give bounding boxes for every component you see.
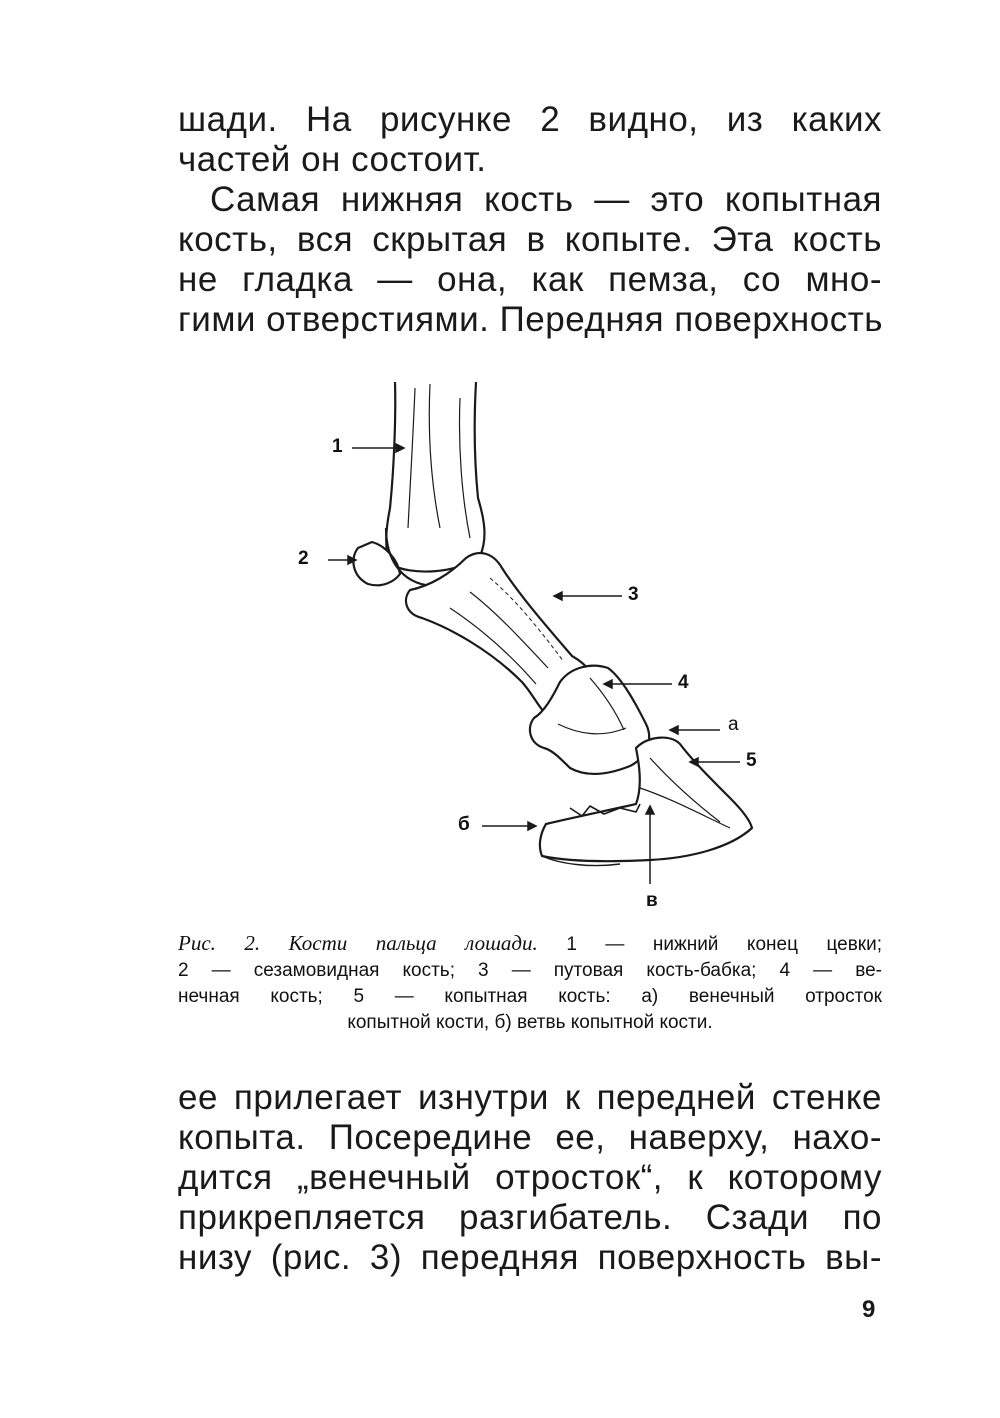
horse-toe-bones-figure	[290, 378, 790, 918]
text-line: дится „венечный отросток“, к которому	[178, 1158, 882, 1197]
page-number: 9	[862, 1296, 876, 1323]
figure-label-v: в	[646, 890, 658, 911]
figure-caption	[178, 930, 882, 1036]
text-line: не гладка — она, как пемза, со мно-	[178, 260, 882, 299]
top-paragraph	[178, 100, 882, 340]
text-line: копыта. Посередине ее, наверху, нахо-	[178, 1118, 882, 1157]
caption-line: 2 — сезамовидная кость; 3 — путовая кость-бабка; 4 — ве-	[178, 960, 882, 981]
bottom-paragraph	[178, 1078, 882, 1278]
text-line: шади. На рисунке 2 видно, из каких	[178, 100, 882, 139]
figure-label-5: 5	[746, 750, 757, 771]
text-line: ее прилегает изнутри к передней стенке	[178, 1078, 882, 1117]
text-line: частей он состоит.	[178, 140, 487, 179]
figure-label-4: 4	[678, 672, 689, 693]
bone-illustration	[290, 378, 790, 918]
text-line: кость, вся скрытая в копыте. Эта кость	[178, 220, 882, 259]
figure-label-a: а	[728, 714, 739, 735]
caption-line	[178, 930, 882, 958]
figure-label-2: 2	[298, 548, 309, 569]
caption-title: Рис. 2. Кости пальца лошади.	[178, 931, 538, 955]
text-line: Самая нижняя кость — это копытная	[210, 180, 882, 219]
caption-text: 1 — нижний конец цевки;	[566, 934, 883, 955]
text-line: гими отверстиями. Передняя поверхность	[178, 300, 883, 339]
figure-label-3: 3	[628, 584, 639, 605]
figure-label-b: б	[458, 814, 470, 835]
caption-line: копытной кости, б) ветвь копытной кости.	[347, 1012, 713, 1033]
figure-label-1: 1	[332, 436, 343, 457]
caption-line: нечная кость; 5 — копытная кость: а) венечный отросток	[178, 986, 882, 1007]
text-line: низу (рис. 3) передняя поверхность вы-	[178, 1238, 882, 1277]
text-line: прикрепляется разгибатель. Сзади по	[178, 1198, 882, 1237]
